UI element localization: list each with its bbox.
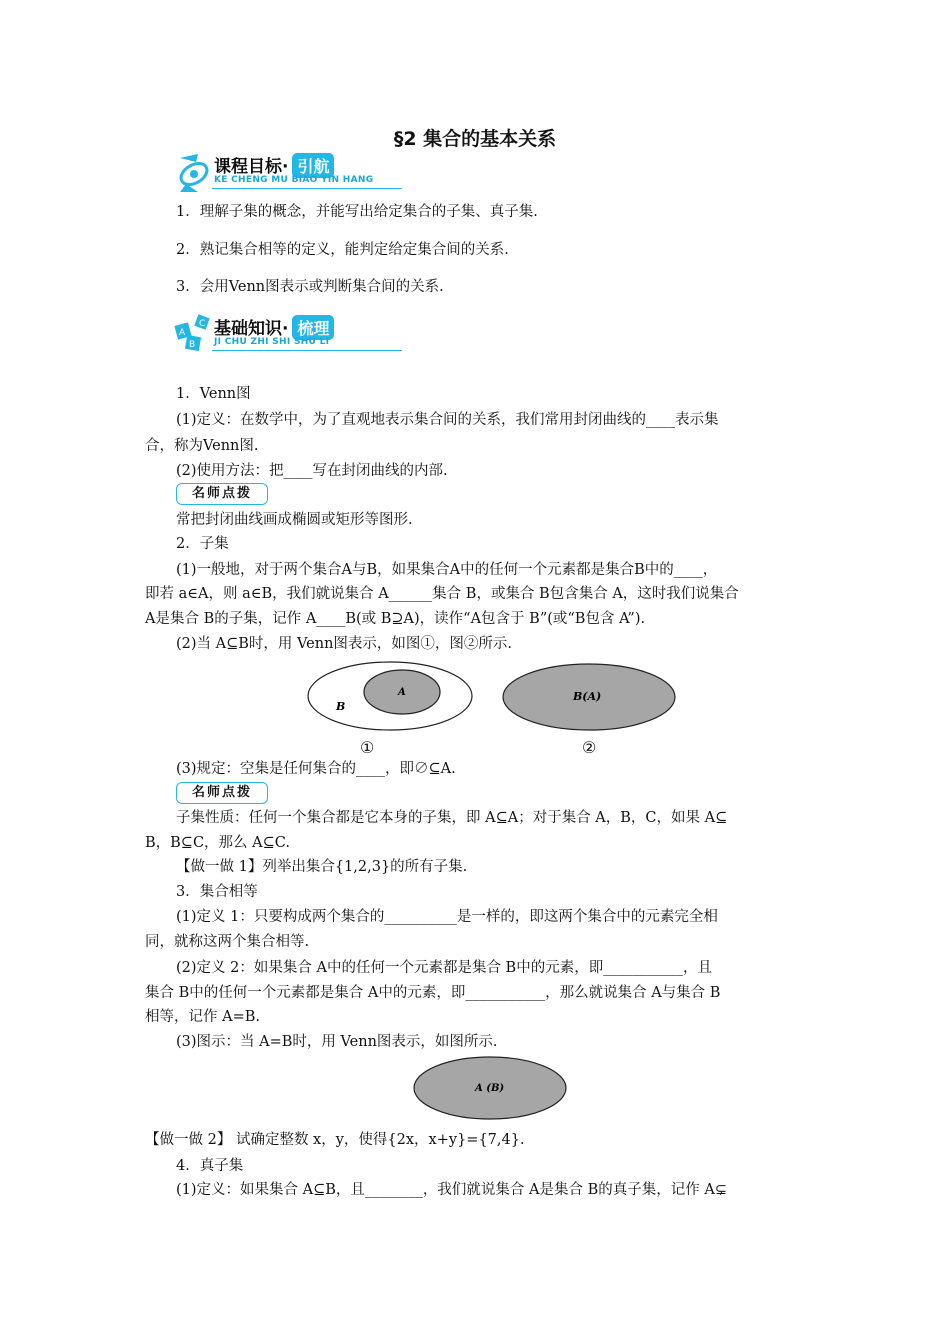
venn-figure-2 <box>501 662 677 732</box>
banner-pinyin: JI CHU ZHI SHI SHU LI <box>214 337 330 347</box>
text-line: (1)定义：在数学中，为了直观地表示集合间的关系，我们常用封闭曲线的____表示集 <box>176 412 719 428</box>
section-heading-equal: 3．集合相等 <box>176 884 258 900</box>
text-line: (1)一般地，对于两个集合A与B，如果集合A中的任何一个元素都是集合B中的____， <box>176 562 718 578</box>
banner-basic-knowledge <box>176 312 406 356</box>
text-line: (2)定义 2：如果集合 A中的任何一个元素都是集合 B中的元素，即___________，且 <box>176 960 712 976</box>
banner-title: 基础知识· 梳理 <box>214 314 334 340</box>
section-heading-venn: 1．Venn图 <box>176 386 251 402</box>
page-title: §2 集合的基本关系 <box>393 128 557 150</box>
label-a-b: A (B) <box>475 1083 505 1094</box>
text-line: 相等，记作 A=B. <box>145 1009 260 1025</box>
goal-item: 1．理解子集的概念，并能写出给定集合的子集、真子集. <box>176 204 538 220</box>
label-b: B <box>336 700 346 713</box>
teacher-tip-label: 名师点拨 <box>176 782 268 804</box>
text-line: (1)定义 1：只要构成两个集合的__________是一样的，即这两个集合中的元素完全相 <box>176 909 718 925</box>
goal-item: 3．会用Venn图表示或判断集合间的关系. <box>176 279 444 295</box>
banner-highlight: 引航 <box>292 153 334 178</box>
block-letter-a: A <box>179 328 186 338</box>
goal-item: 2．熟记集合相等的定义，能判定给定集合间的关系. <box>176 242 509 258</box>
text-line: (2)当 A⊆B时，用 Venn图表示，如图①，图②所示. <box>176 636 513 652</box>
banner-course-goals <box>176 150 406 194</box>
satellite-icon <box>176 150 216 194</box>
teacher-tip-label: 名师点拨 <box>176 483 268 505</box>
figure-caption-2: ② <box>582 738 597 757</box>
banner-pinyin: KE CHENG MU BIAO YIN HANG <box>214 175 374 185</box>
venn-figure-1 <box>306 660 476 732</box>
abc-blocks-icon <box>172 312 216 356</box>
text-line: (3)规定：空集是任何集合的____，即∅⊆A. <box>176 761 456 777</box>
exercise-1: 【做一做 1】列举出集合{1,2,3}的所有子集. <box>176 859 468 875</box>
text-line: 同，就称这两个集合相等. <box>145 934 310 950</box>
text-line: 集合 B中的任何一个元素都是集合 A中的元素，即___________，那么就说集合 A与集合 B <box>145 985 721 1001</box>
banner-underline <box>212 188 402 189</box>
text-line: 即若 a∈A，则 a∈B，我们就说集合 A______集合 B，或集合 B包含集合 A，这时我们说集合 <box>145 586 739 602</box>
banner-title: 课程目标· 引航 <box>214 152 334 178</box>
tip-text: 子集性质：任何一个集合都是它本身的子集，即 A⊆A；对于集合 A，B，C，如果 A⊆ <box>176 810 728 826</box>
label-b-a: B(A) <box>573 690 602 703</box>
tip-text: B，B⊆C，那么 A⊆C. <box>145 835 290 851</box>
label-a: A <box>398 687 406 698</box>
figure-caption-1: ① <box>360 738 375 757</box>
exercise-2: 【做一做 2】 试确定整数 x，y，使得{2x，x+y}={7,4}. <box>145 1132 525 1148</box>
section-heading-subset: 2．子集 <box>176 536 229 552</box>
text-line: A是集合 B的子集，记作 A____B(或 B⊇A)，读作“A包含于 B”(或“B包含 A”). <box>145 611 646 627</box>
text-line: (2)使用方法：把____写在封闭曲线的内部. <box>176 463 448 479</box>
banner-underline <box>212 350 402 351</box>
banner-highlight: 梳理 <box>292 315 334 340</box>
tip-text: 常把封闭曲线画成椭圆或矩形等图形. <box>176 512 413 528</box>
section-heading-proper-subset: 4．真子集 <box>176 1158 244 1174</box>
block-letter-b: B <box>189 340 196 350</box>
block-letter-c: C <box>199 319 206 329</box>
text-line: (1)定义：如果集合 A⊆B，且________，我们就说集合 A是集合 B的真子集，记作 A⊊ <box>176 1182 727 1198</box>
text-line: (3)图示：当 A=B时，用 Venn图表示，如图所示. <box>176 1034 498 1050</box>
text-line: 合，称为Venn图. <box>145 438 259 454</box>
venn-figure-3 <box>412 1055 568 1121</box>
